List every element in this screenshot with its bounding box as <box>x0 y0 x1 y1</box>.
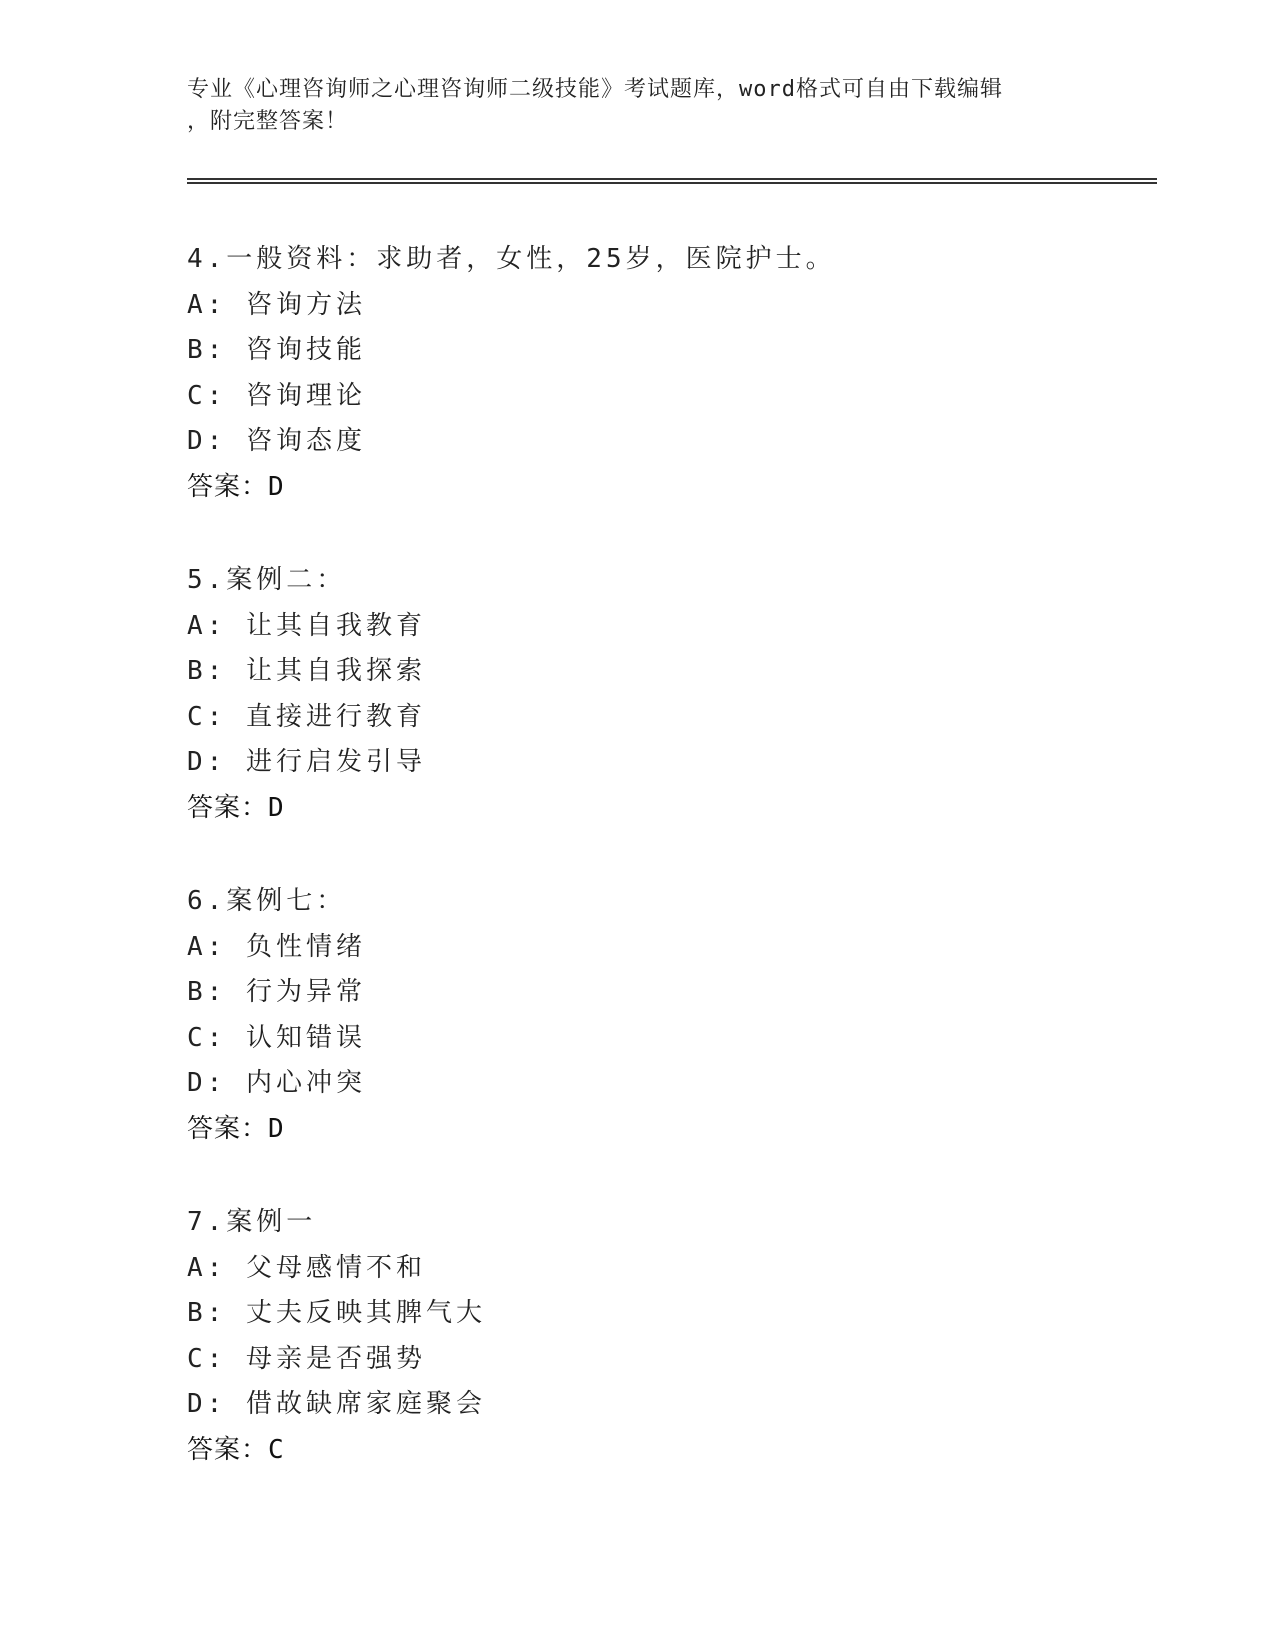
question-5 <box>187 558 1087 832</box>
answer-line <box>187 786 1087 832</box>
answer-label: 答案： <box>187 471 269 502</box>
option-b: B: 咨询技能 <box>187 335 366 366</box>
answer-value: D <box>268 471 285 502</box>
header-line-1: 专业《心理咨询师之心理咨询师二级技能》考试题库，word格式可自由下载编辑 <box>187 77 1003 102</box>
option-b: B: 行为异常 <box>187 977 366 1008</box>
header-divider-bottom <box>187 182 1157 184</box>
answer-value: D <box>268 792 285 823</box>
question-4 <box>187 237 1087 511</box>
answer-value: D <box>268 1113 285 1144</box>
option-c: C: 咨询理论 <box>187 380 366 411</box>
answer-line <box>187 1107 1087 1153</box>
header-line-2: ，附完整答案！ <box>187 109 349 134</box>
question-title: 4.一般资料：求助者，女性，25岁，医院护士。 <box>187 244 836 274</box>
answer-label: 答案： <box>187 792 269 823</box>
option-c: C: 直接进行教育 <box>187 701 426 732</box>
answer-label: 答案： <box>187 1113 269 1144</box>
question-6 <box>187 879 1087 1153</box>
option-a: A: 让其自我教育 <box>187 610 426 641</box>
answer-line <box>187 1428 1087 1474</box>
option-c: C: 母亲是否强势 <box>187 1343 426 1374</box>
option-a: A: 父母感情不和 <box>187 1252 426 1283</box>
option-d: D: 进行启发引导 <box>187 747 426 778</box>
answer-line <box>187 465 1087 511</box>
question-title: 6.案例七： <box>187 886 347 916</box>
document-header <box>187 74 1087 138</box>
option-d: D: 内心冲突 <box>187 1068 366 1099</box>
option-c: C: 认知错误 <box>187 1022 366 1053</box>
answer-value: C <box>268 1434 285 1465</box>
option-a: A: 咨询方法 <box>187 289 366 320</box>
option-b: B: 丈夫反映其脾气大 <box>187 1298 486 1329</box>
option-a: A: 负性情绪 <box>187 931 366 962</box>
header-divider-top <box>187 178 1157 180</box>
option-d: D: 借故缺席家庭聚会 <box>187 1389 486 1420</box>
option-b: B: 让其自我探索 <box>187 656 426 687</box>
question-title: 5.案例二： <box>187 565 347 595</box>
answer-label: 答案： <box>187 1434 269 1465</box>
question-title: 7.案例一 <box>187 1207 317 1237</box>
question-7 <box>187 1200 1087 1474</box>
option-d: D: 咨询态度 <box>187 426 366 457</box>
